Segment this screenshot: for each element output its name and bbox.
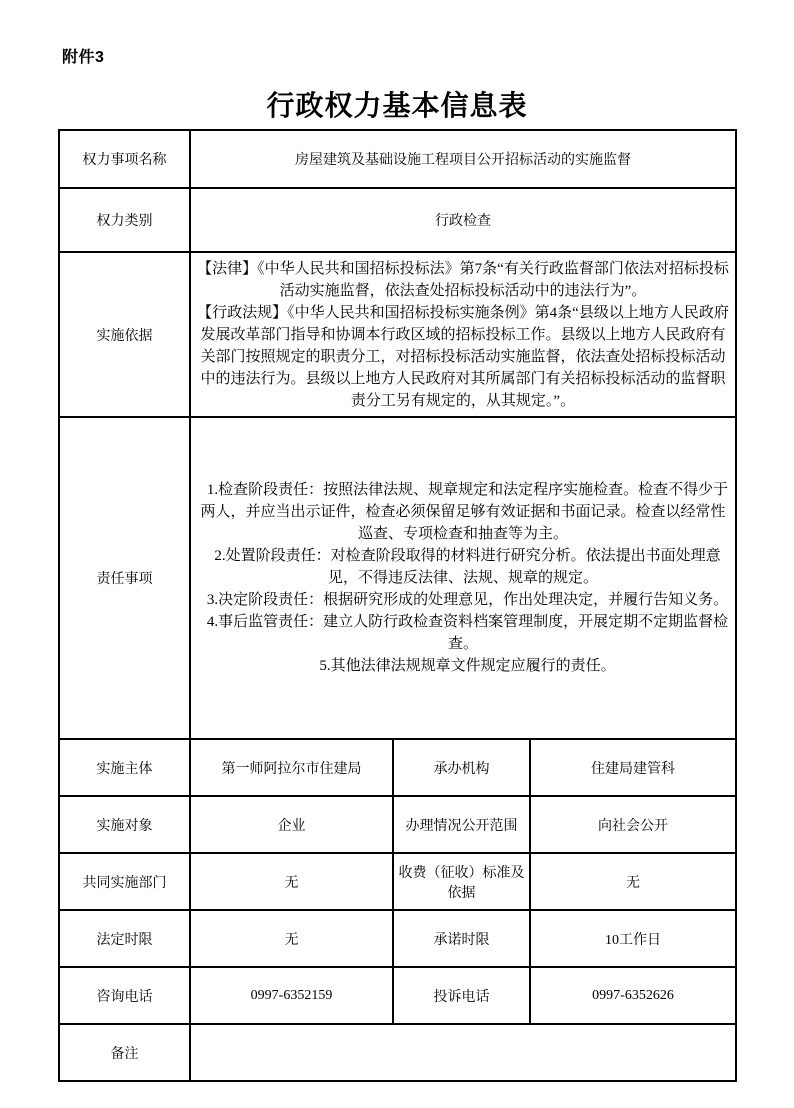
row-label-remarks: 备注 bbox=[59, 1024, 190, 1081]
table-row bbox=[59, 1024, 736, 1081]
row-label-complaint-phone: 投诉电话 bbox=[393, 967, 530, 1024]
row-label-fee-standard: 收费（征收）标准及依据 bbox=[393, 853, 530, 910]
table-row bbox=[59, 130, 736, 188]
table-row bbox=[59, 853, 736, 910]
row-label-implementing-body: 实施主体 bbox=[59, 739, 190, 796]
row-label-promised-time-limit: 承诺时限 bbox=[393, 910, 530, 967]
cell-fee-standard: 无 bbox=[530, 853, 736, 910]
page-title: 行政权力基本信息表 bbox=[266, 91, 528, 122]
cell-implementing-body: 第一师阿拉尔市住建局 bbox=[190, 739, 393, 796]
cell-complaint-phone: 0997-6352626 bbox=[530, 967, 736, 1024]
duty-item-4: 4.事后监管责任：建立人防行政检查资料档案管理制度，开展定期不定期监督检查。 bbox=[206, 614, 729, 652]
cell-statutory-time-limit: 无 bbox=[190, 910, 393, 967]
row-label-disclosure-scope: 办理情况公开范围 bbox=[393, 796, 530, 853]
table-row bbox=[59, 252, 736, 417]
basis-paragraph-regulation: 【行政法规】《中华人民共和国招标投标实施条例》第4条“县级以上地方人民政府发展改革部门指导和协调本行政区域的招标投标工作。县级以上地方人民政府有关部门按照规定的职责分工，对招标投标活动实施监督，依法查处招标投标活动中的违法行为。县级以上地方人民政府对其所属部门有关招标投标活动的监督职责分工另有规定的，从其规定。”。 bbox=[197, 304, 729, 409]
table-row bbox=[59, 967, 736, 1024]
basis-paragraph-law: 【法律】《中华人民共和国招标投标法》第7条“有关行政监督部门依法对招标投标活动实施监督，依法查处招标投标活动中的违法行为”。 bbox=[197, 260, 729, 299]
row-label-undertaking-agency: 承办机构 bbox=[393, 739, 530, 796]
cell-remarks bbox=[190, 1024, 736, 1081]
row-label-consultation-phone: 咨询电话 bbox=[59, 967, 190, 1024]
row-label-implementation-basis: 实施依据 bbox=[59, 252, 190, 417]
cell-power-item-name: 房屋建筑及基础设施工程项目公开招标活动的实施监督 bbox=[190, 130, 736, 188]
table-row bbox=[59, 188, 736, 252]
row-label-statutory-time-limit: 法定时限 bbox=[59, 910, 190, 967]
cell-implementation-basis bbox=[190, 252, 736, 417]
row-label-joint-departments: 共同实施部门 bbox=[59, 853, 190, 910]
cell-promised-time-limit: 10工作日 bbox=[530, 910, 736, 967]
cell-undertaking-agency: 住建局建管科 bbox=[530, 739, 736, 796]
cell-joint-departments: 无 bbox=[190, 853, 393, 910]
table-row bbox=[59, 796, 736, 853]
info-table bbox=[58, 129, 737, 1082]
cell-disclosure-scope: 向社会公开 bbox=[530, 796, 736, 853]
cell-consultation-phone: 0997-6352159 bbox=[190, 967, 393, 1024]
cell-power-category: 行政检查 bbox=[190, 188, 736, 252]
table-row bbox=[59, 910, 736, 967]
row-label-power-category: 权力类别 bbox=[59, 188, 190, 252]
table-row bbox=[59, 417, 736, 739]
row-label-power-item-name: 权力事项名称 bbox=[59, 130, 190, 188]
cell-implementation-target: 企业 bbox=[190, 796, 393, 853]
row-label-responsibility-items: 责任事项 bbox=[59, 417, 190, 739]
duty-item-3: 3.决定阶段责任：根据研究形成的处理意见，作出处理决定，并履行告知义务。 bbox=[206, 592, 729, 608]
duty-item-1: 1.检查阶段责任：按照法律法规、规章规定和法定程序实施检查。检查不得少于两人，并应当出示证件，检查必须保留足够有效证据和书面记录。检查以经常性巡查、专项检查和抽查等为主。 bbox=[200, 482, 729, 542]
duty-item-2: 2.处置阶段责任：对检查阶段取得的材料进行研究分析。依法提出书面处理意见，不得违反法律、法规、规章的规定。 bbox=[214, 548, 721, 586]
row-label-implementation-target: 实施对象 bbox=[59, 796, 190, 853]
attachment-label: 附件3 bbox=[62, 49, 105, 66]
cell-responsibility-items bbox=[190, 417, 736, 739]
table-row bbox=[59, 739, 736, 796]
duty-item-5: 5.其他法律法规规章文件规定应履行的责任。 bbox=[319, 658, 616, 674]
